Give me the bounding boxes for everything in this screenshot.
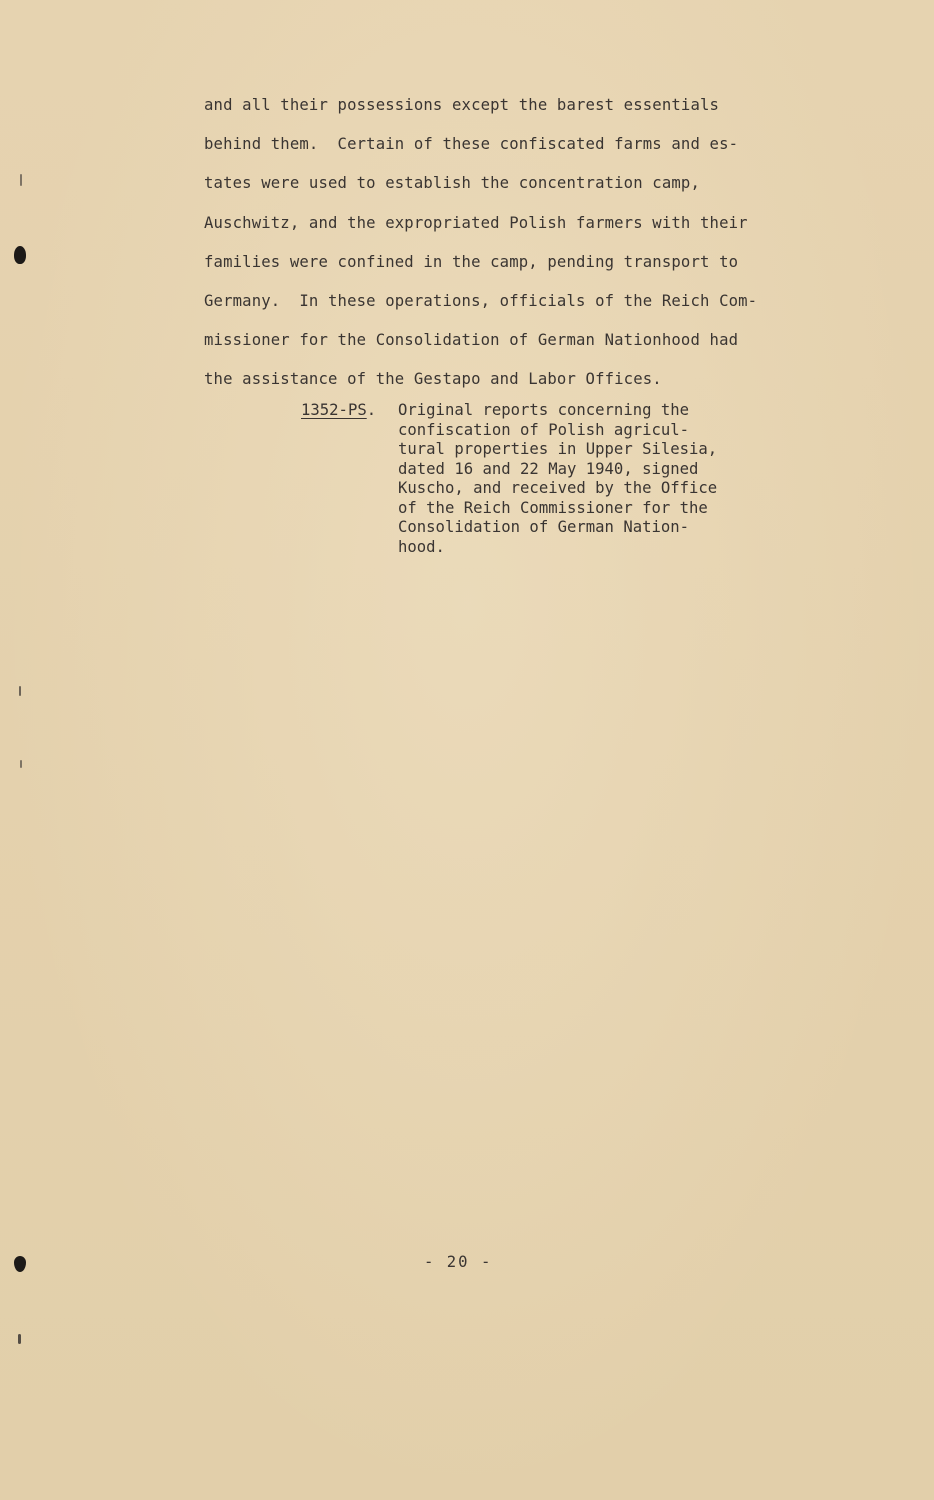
margin-mark (18, 1334, 21, 1344)
exhibit-reference-suffix: . (366, 401, 377, 419)
exhibit-reference-number: 1352-PS (301, 401, 367, 419)
exhibit-description (398, 401, 758, 557)
margin-mark (20, 174, 22, 186)
body-line: Auschwitz, and the expropriated Polish farmers with their (204, 213, 748, 232)
body-line: and all their possessions except the barest essentials (204, 96, 720, 114)
margin-mark (20, 760, 22, 768)
exhibit-description-line: tural properties in Upper Silesia, (398, 440, 718, 458)
punch-hole-top (14, 246, 26, 264)
exhibit-description-line: confiscation of Polish agricul- (398, 420, 690, 439)
body-line: the assistance of the Gestapo and Labor Offices. (204, 370, 662, 389)
page-number: - 20 - (424, 1253, 493, 1271)
body-line: missioner for the Consolidation of German Nationhood had (204, 331, 739, 350)
punch-hole-bottom (14, 1256, 26, 1272)
exhibit-description-line: dated 16 and 22 May 1940, signed (398, 459, 699, 478)
body-paragraph (204, 86, 784, 400)
body-line: Germany. In these operations, officials of the Reich Com- (204, 292, 758, 311)
body-line: families were confined in the camp, pending transport to (204, 252, 739, 271)
exhibit-description-line: Original reports concerning the (398, 401, 690, 419)
exhibit-reference (301, 401, 376, 421)
body-line: behind them. Certain of these confiscated farms and es- (204, 135, 739, 154)
exhibit-description-line: Kuscho, and received by the Office (398, 479, 718, 497)
body-line: tates were used to establish the concentration camp, (204, 174, 700, 193)
exhibit-description-line: hood. (398, 537, 445, 556)
exhibit-description-line: Consolidation of German Nation- (398, 518, 690, 536)
exhibit-description-line: of the Reich Commissioner for the (398, 498, 708, 517)
margin-mark (19, 686, 21, 696)
